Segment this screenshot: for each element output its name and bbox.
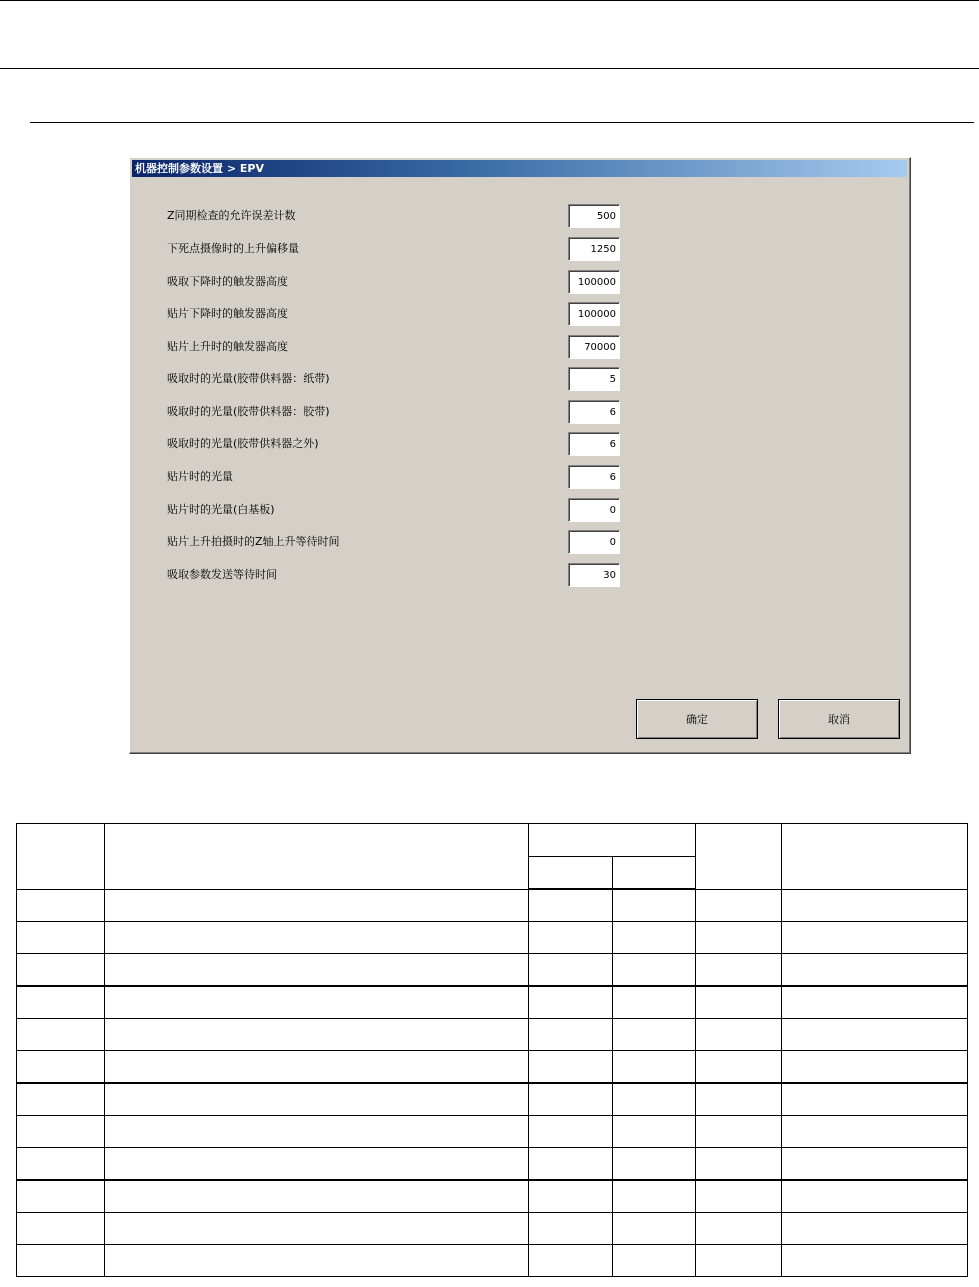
param-label: 贴片时的光量(白基板): [167, 503, 275, 516]
table-cell: [696, 1148, 782, 1181]
table-cell: [105, 1019, 529, 1051]
header-cell: [105, 824, 529, 890]
table-row: [17, 954, 968, 987]
table-cell: [696, 922, 782, 954]
param-input[interactable]: [568, 335, 620, 359]
table-cell: [696, 1245, 782, 1277]
table-row: [17, 986, 968, 1019]
param-label: 吸取时的光量(胶带供料器之外): [167, 437, 319, 450]
table-cell: [17, 1116, 105, 1148]
table-cell: [105, 1116, 529, 1148]
header-cell: [696, 824, 782, 890]
table-row: [17, 1051, 968, 1084]
ok-button[interactable]: 确定: [636, 699, 758, 739]
header-cell: [529, 824, 696, 857]
table-cell: [782, 986, 968, 1019]
table-cell: [529, 922, 613, 954]
table-cell: [105, 889, 529, 922]
param-label: 吸取时的光量(胶带供料器：纸带): [167, 372, 330, 385]
table-cell: [782, 1116, 968, 1148]
table-cell: [17, 889, 105, 922]
dialog-title: 机器控制参数设置 > EPV: [132, 160, 907, 177]
param-label: 贴片时的光量: [167, 470, 233, 483]
table-cell: [696, 1213, 782, 1245]
table-cell: [529, 1245, 613, 1277]
table-cell: [696, 1116, 782, 1148]
header-cell: [613, 857, 696, 890]
table-cell: [782, 1019, 968, 1051]
table-cell: [529, 1083, 613, 1116]
table-cell: [782, 889, 968, 922]
table-cell: [613, 1245, 696, 1277]
header-cell: [782, 824, 968, 890]
table-cell: [696, 889, 782, 922]
table-cell: [529, 1051, 613, 1084]
table-cell: [613, 1116, 696, 1148]
record-table: [16, 823, 968, 1277]
table-row: [17, 889, 968, 922]
table-cell: [529, 1019, 613, 1051]
table-cell: [696, 1083, 782, 1116]
table-row: [17, 1019, 968, 1051]
table-cell: [17, 1213, 105, 1245]
table-cell: [529, 954, 613, 987]
param-input[interactable]: [568, 465, 620, 489]
epv-settings-dialog: [129, 157, 911, 754]
table-cell: [105, 954, 529, 987]
table-cell: [17, 1019, 105, 1051]
table-row: [17, 922, 968, 954]
table-cell: [105, 922, 529, 954]
param-input[interactable]: [568, 563, 620, 587]
param-label: Z同期检查的允许误差计数: [167, 209, 296, 222]
param-input[interactable]: [568, 530, 620, 554]
table-cell: [17, 1245, 105, 1277]
param-label: 吸取参数发送等待时间: [167, 568, 277, 581]
param-label: 吸取时的光量(胶带供料器：胶带): [167, 405, 330, 418]
param-label: 下死点摄像时的上升偏移量: [167, 242, 299, 255]
table-cell: [613, 1019, 696, 1051]
table-row: [17, 1148, 968, 1181]
table-row: [17, 1245, 968, 1277]
param-label: 吸取下降时的触发器高度: [167, 275, 288, 288]
header-rule: [0, 68, 979, 69]
table-cell: [105, 1083, 529, 1116]
table-cell: [17, 986, 105, 1019]
param-input[interactable]: [568, 432, 620, 456]
param-input[interactable]: [568, 367, 620, 391]
param-input[interactable]: [568, 270, 620, 294]
table-cell: [105, 1245, 529, 1277]
header-cell: [529, 857, 613, 890]
table-cell: [782, 1213, 968, 1245]
table-cell: [529, 1148, 613, 1181]
table-cell: [613, 889, 696, 922]
table-cell: [17, 1148, 105, 1181]
table-cell: [529, 1180, 613, 1213]
table-cell: [613, 1180, 696, 1213]
cancel-button[interactable]: 取消: [778, 699, 900, 739]
table-cell: [17, 1051, 105, 1084]
table-cell: [782, 1051, 968, 1084]
table-cell: [613, 922, 696, 954]
table-cell: [105, 1180, 529, 1213]
table-cell: [17, 922, 105, 954]
table-cell: [782, 1180, 968, 1213]
table-header-row: [17, 824, 968, 857]
table-cell: [613, 1051, 696, 1084]
table-cell: [17, 1180, 105, 1213]
table-cell: [105, 1213, 529, 1245]
table-cell: [529, 986, 613, 1019]
table-cell: [782, 1148, 968, 1181]
table-cell: [782, 954, 968, 987]
table-cell: [696, 1051, 782, 1084]
param-input[interactable]: [568, 498, 620, 522]
table-cell: [105, 1148, 529, 1181]
table-cell: [105, 986, 529, 1019]
table-cell: [613, 1148, 696, 1181]
table-row: [17, 1180, 968, 1213]
table-row: [17, 1116, 968, 1148]
table-cell: [613, 1083, 696, 1116]
table-cell: [613, 986, 696, 1019]
table-cell: [696, 1019, 782, 1051]
table-cell: [17, 1083, 105, 1116]
table-cell: [696, 1180, 782, 1213]
table-cell: [696, 986, 782, 1019]
param-input[interactable]: [568, 237, 620, 261]
table-cell: [782, 1245, 968, 1277]
table-cell: [782, 1083, 968, 1116]
param-input[interactable]: [568, 204, 620, 228]
table-cell: [613, 954, 696, 987]
param-label: 贴片下降时的触发器高度: [167, 307, 288, 320]
param-label: 贴片上升拍摄时的Z轴上升等待时间: [167, 535, 340, 548]
header-cell: [17, 824, 105, 890]
table-row: [17, 1083, 968, 1116]
table-cell: [529, 1213, 613, 1245]
table-cell: [613, 1213, 696, 1245]
table-cell: [105, 1051, 529, 1084]
param-input[interactable]: [568, 400, 620, 424]
param-label: 贴片上升时的触发器高度: [167, 340, 288, 353]
table-cell: [696, 954, 782, 987]
table-cell: [529, 889, 613, 922]
table-row: [17, 1213, 968, 1245]
section-rule: [30, 122, 974, 123]
table-cell: [529, 1116, 613, 1148]
param-input[interactable]: [568, 302, 620, 326]
table-cell: [17, 954, 105, 987]
top-rule: [0, 0, 979, 1]
table-cell: [782, 922, 968, 954]
